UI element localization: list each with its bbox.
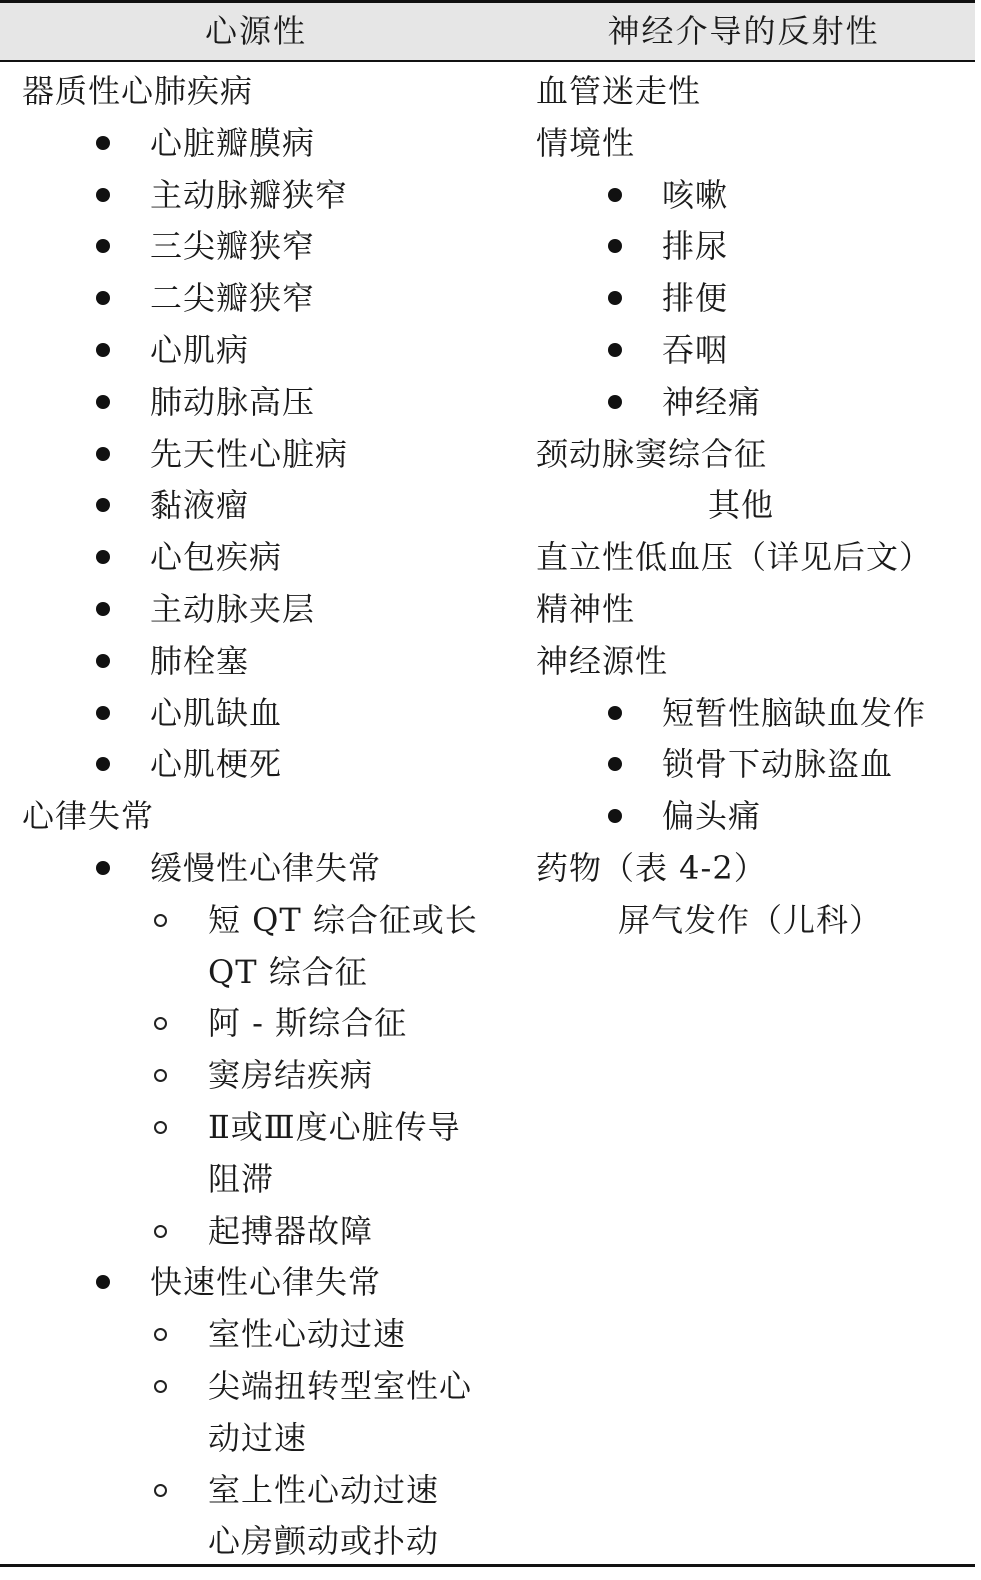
list-item: 锁骨下动脉盗血 <box>662 745 894 784</box>
bullet-circle-icon <box>154 1017 167 1030</box>
bullet-circle-icon <box>154 914 167 927</box>
list-item: 心肌病 <box>150 331 250 369</box>
bullet-dot-icon <box>608 809 622 823</box>
list-item: 心律失常 <box>22 797 155 836</box>
list-item: 神经痛 <box>662 382 762 421</box>
list-item: 短暂性脑缺血发作 <box>662 693 927 732</box>
bullet-dot-icon <box>96 861 110 875</box>
bullet-dot-icon <box>96 757 110 771</box>
list-item: 心包疾病 <box>150 538 283 577</box>
bullet-dot-icon <box>96 602 110 616</box>
list-item: 神经源性 <box>536 641 669 680</box>
bullet-dot-icon <box>608 188 622 202</box>
list-item: Ⅱ或Ⅲ度心脏传导 <box>208 1108 461 1146</box>
list-item: 心房颤动或扑动 <box>208 1522 440 1561</box>
list-item: 药物（表 4-2） <box>536 849 767 887</box>
bullet-dot-icon <box>96 291 110 305</box>
bullet-circle-icon <box>154 1121 167 1134</box>
bullet-circle-icon <box>154 1328 167 1341</box>
bullet-dot-icon <box>96 654 110 668</box>
bullet-dot-icon <box>96 550 110 564</box>
list-item: 窦房结疾病 <box>208 1056 374 1095</box>
list-item: 心脏瓣膜病 <box>150 123 316 162</box>
table-bottom-rule <box>0 1564 975 1567</box>
list-item: 短 QT 综合征或长 <box>208 900 478 939</box>
header-reflex: 神经介导的反射性 <box>607 12 880 50</box>
bullet-dot-icon <box>608 291 622 305</box>
list-item: 咳嗽 <box>662 175 729 214</box>
list-item: 器质性心肺疾病 <box>22 72 254 110</box>
bullet-circle-icon <box>154 1225 167 1238</box>
bullet-dot-icon <box>96 136 110 150</box>
list-item: QT 综合征 <box>208 952 368 991</box>
list-item: 血管迷走性 <box>536 72 702 110</box>
bullet-dot-icon <box>608 343 622 357</box>
table-header-rule <box>0 60 975 62</box>
list-item: 心肌缺血 <box>150 693 283 732</box>
list-item: 颈动脉窦综合征 <box>536 434 768 473</box>
bullet-dot-icon <box>608 395 622 409</box>
list-item: 直立性低血压（详见后文） <box>536 538 933 577</box>
bullet-dot-icon <box>96 706 110 720</box>
list-item: 主动脉瓣狭窄 <box>150 175 349 214</box>
list-item: 三尖瓣狭窄 <box>150 227 316 266</box>
list-item: 偏头痛 <box>662 797 762 836</box>
bullet-dot-icon <box>96 1275 110 1289</box>
list-item: 其他 <box>708 486 775 525</box>
header-cardiac: 心源性 <box>204 12 307 50</box>
list-item: 室性心动过速 <box>208 1315 407 1354</box>
list-item: 情境性 <box>536 123 636 162</box>
bullet-circle-icon <box>154 1380 167 1393</box>
bullet-dot-icon <box>96 239 110 253</box>
list-item: 动过速 <box>208 1418 308 1457</box>
list-item: 屏气发作（儿科） <box>618 900 883 939</box>
list-item: 黏液瘤 <box>150 486 250 525</box>
list-item: 阻滞 <box>208 1159 275 1198</box>
list-item: 精神性 <box>536 590 636 628</box>
list-item: 二尖瓣狭窄 <box>150 279 316 318</box>
list-item: 排便 <box>662 279 729 318</box>
bullet-dot-icon <box>96 395 110 409</box>
bullet-dot-icon <box>96 447 110 461</box>
bullet-dot-icon <box>608 757 622 771</box>
bullet-dot-icon <box>608 706 622 720</box>
bullet-circle-icon <box>154 1484 167 1497</box>
list-item: 先天性心脏病 <box>150 434 349 473</box>
list-item: 室上性心动过速 <box>208 1470 440 1509</box>
list-item: 起搏器故障 <box>208 1211 374 1250</box>
list-item: 主动脉夹层 <box>150 590 316 628</box>
list-item: 肺栓塞 <box>150 641 250 680</box>
list-item: 肺动脉高压 <box>150 382 316 421</box>
bullet-dot-icon <box>608 239 622 253</box>
bullet-circle-icon <box>154 1069 167 1082</box>
list-item: 阿 - 斯综合征 <box>208 1004 408 1043</box>
list-item: 快速性心律失常 <box>150 1263 382 1302</box>
list-item: 心肌梗死 <box>150 745 283 784</box>
list-item: 缓慢性心律失常 <box>150 849 382 887</box>
bullet-dot-icon <box>96 498 110 512</box>
bullet-dot-icon <box>96 343 110 357</box>
list-item: 尖端扭转型室性心 <box>208 1367 473 1405</box>
list-item: 吞咽 <box>662 331 729 369</box>
bullet-dot-icon <box>96 188 110 202</box>
list-item: 排尿 <box>662 227 729 266</box>
